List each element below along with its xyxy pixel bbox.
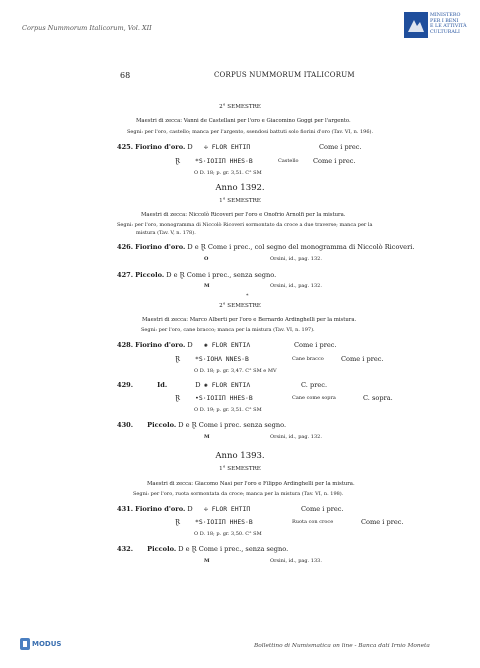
- coin-reverse-note: Come i prec.: [341, 355, 384, 363]
- coin-data: O D. 19; p. gr. 3,51. C° SM: [194, 407, 262, 413]
- semester-heading: 1° SEMESTRE: [219, 466, 261, 472]
- mint-masters: Maestri di zecca: Giacomo Nasi per l'oro e Filippo Ardinghelli per la mistura.: [147, 481, 355, 487]
- coin-reverse-legend: •S·IOIIΠ HHES·B: [195, 394, 253, 402]
- mint-signs: Segni: per l'oro, monogramma di Niccolò Ricoveri sormontato da croce a due traverse; manca per la: [117, 222, 373, 228]
- coin-reverse-mark: Cane bracco: [292, 356, 324, 362]
- year-heading: Anno 1393.: [215, 451, 265, 461]
- asterisk-mark: *: [246, 293, 249, 299]
- ministry-logo-text: MINISTERO PER I BENI E LE ATTIVITÀ CULTURALI: [430, 13, 467, 35]
- coin-data: O D. 18; p. gr. 3,47. C° SM e MV: [194, 368, 277, 374]
- coin-entry-428: 428. Fiorino d'oro. D: [117, 341, 193, 349]
- coin-obverse-note: Come i prec.: [301, 505, 344, 513]
- coin-obverse-note: Come i prec.: [319, 143, 362, 151]
- coin-metal-symbol: M: [204, 434, 210, 440]
- coin-reverse-symbol: Ɽ: [175, 394, 180, 402]
- footer-credit: Bollettino di Numismatica on line - Banca dati Irnio Moneta: [254, 643, 430, 649]
- coin-data: O D. 18; p. gr. 3,50. C° SM: [194, 531, 262, 537]
- coin-metal-symbol: M: [204, 558, 210, 564]
- coin-reverse-mark: Cane come sopra: [292, 395, 336, 401]
- coin-reverse-note: Come i prec.: [313, 157, 356, 165]
- coin-reference: Orsini, id., pag. 133.: [270, 558, 322, 564]
- mint-signs: Segni: per l'oro, cane bracco; manca per la mistura (Tav. VI, n. 197).: [141, 327, 315, 333]
- coin-reverse-legend: *S·IOIIΠ HHES·B: [195, 157, 253, 165]
- coin-obverse-note: Come i prec.: [294, 341, 337, 349]
- coin-entry-432: 432. Piccolo. D e Ɽ Come i prec., senza segno.: [117, 545, 289, 553]
- mint-masters: Maestri di zecca: Niccolò Ricoveri per l'oro e Onofrio Arnolfi per la mistura.: [141, 212, 346, 218]
- coin-reference: Orsini, id., pag. 132.: [270, 434, 322, 440]
- coin-reverse-note: C. sopra.: [363, 394, 393, 402]
- coin-data: O D. 18; p. gr. 3,51. C° SM: [194, 170, 262, 176]
- coin-obverse-legend: ✢ FLOR EHTIΠ: [204, 505, 251, 513]
- semester-heading: 1° SEMESTRE: [219, 198, 261, 204]
- mint-masters: Maestri di zecca: Vanni de Castellani per l'oro e Giacomino Goggi per l'argento.: [136, 118, 351, 124]
- modus-logo: MODUS: [20, 636, 58, 652]
- coin-entry-426: 426. Fiorino d'oro. D e Ɽ Come i prec., col segno del monogramma di Niccolò Ricoveri.: [117, 243, 415, 251]
- coin-reverse-mark: Ruota con croce: [292, 519, 334, 525]
- coin-obverse-legend: ✢ FLOR EHTIΠ: [204, 143, 251, 151]
- running-title: Corpus Nummorum Italicorum, Vol. XII: [22, 24, 152, 32]
- coin-reverse-symbol: Ɽ: [175, 355, 180, 363]
- coin-metal-symbol: M: [204, 283, 210, 289]
- coin-obverse-legend: ✺ FLOR ENTIΛ: [204, 341, 251, 349]
- coin-reverse-mark: Castello: [278, 158, 299, 164]
- coin-entry-429: 429. Id. D: [117, 381, 201, 389]
- coin-reference: Orsini, id., pag. 132.: [270, 256, 322, 262]
- coin-obverse-legend: ✺ FLOR ENTIΛ: [204, 381, 251, 389]
- coin-reverse-symbol: Ɽ: [175, 518, 180, 526]
- mint-masters: Maestri di zecca: Marco Alberti per l'oro e Bernardo Ardinghelli per la mistura.: [142, 317, 357, 323]
- coin-reverse-legend: *S·IOHΛ NNES·B: [195, 355, 249, 363]
- coin-reverse-note: Come i prec.: [361, 518, 404, 526]
- coin-reference: Orsini, id., pag. 132.: [270, 283, 322, 289]
- semester-heading: 2° SEMESTRE: [219, 303, 261, 309]
- coin-reverse-legend: *S·IOIIΠ HHES·B: [195, 518, 253, 526]
- coin-metal-symbol: O: [204, 256, 209, 262]
- ministry-logo: [404, 12, 428, 38]
- mint-signs-cont: mistura (Tav. V, n. 178).: [136, 230, 196, 236]
- mint-signs: Segni: per l'oro, castello; manca per l'argento, ssendosi battuti solo fiorini d'oro (Tav. VI, n. 196).: [127, 129, 374, 135]
- page-title: CORPUS NUMMORUM ITALICORUM: [214, 71, 355, 79]
- coin-reverse-symbol: Ɽ: [175, 157, 180, 165]
- semester-heading: 2° SEMESTRE: [219, 104, 261, 110]
- coin-entry-425: 425. Fiorino d'oro. D: [117, 143, 193, 151]
- year-heading: Anno 1392.: [215, 183, 265, 193]
- coin-entry-431: 431. Fiorino d'oro. D: [117, 505, 193, 513]
- coin-entry-430: 430. Piccolo. D e Ɽ Come i prec. senza segno.: [117, 421, 287, 429]
- mint-signs: Segni: per l'oro, ruota sormontata da croce; manca per la mistura (Tav. VI, n. 198).: [133, 491, 344, 497]
- page-number: 68: [120, 71, 131, 80]
- coin-entry-427: 427. Piccolo. D e Ɽ Come i prec., senza segno.: [117, 271, 277, 279]
- coin-obverse-note: C. prec.: [301, 381, 328, 389]
